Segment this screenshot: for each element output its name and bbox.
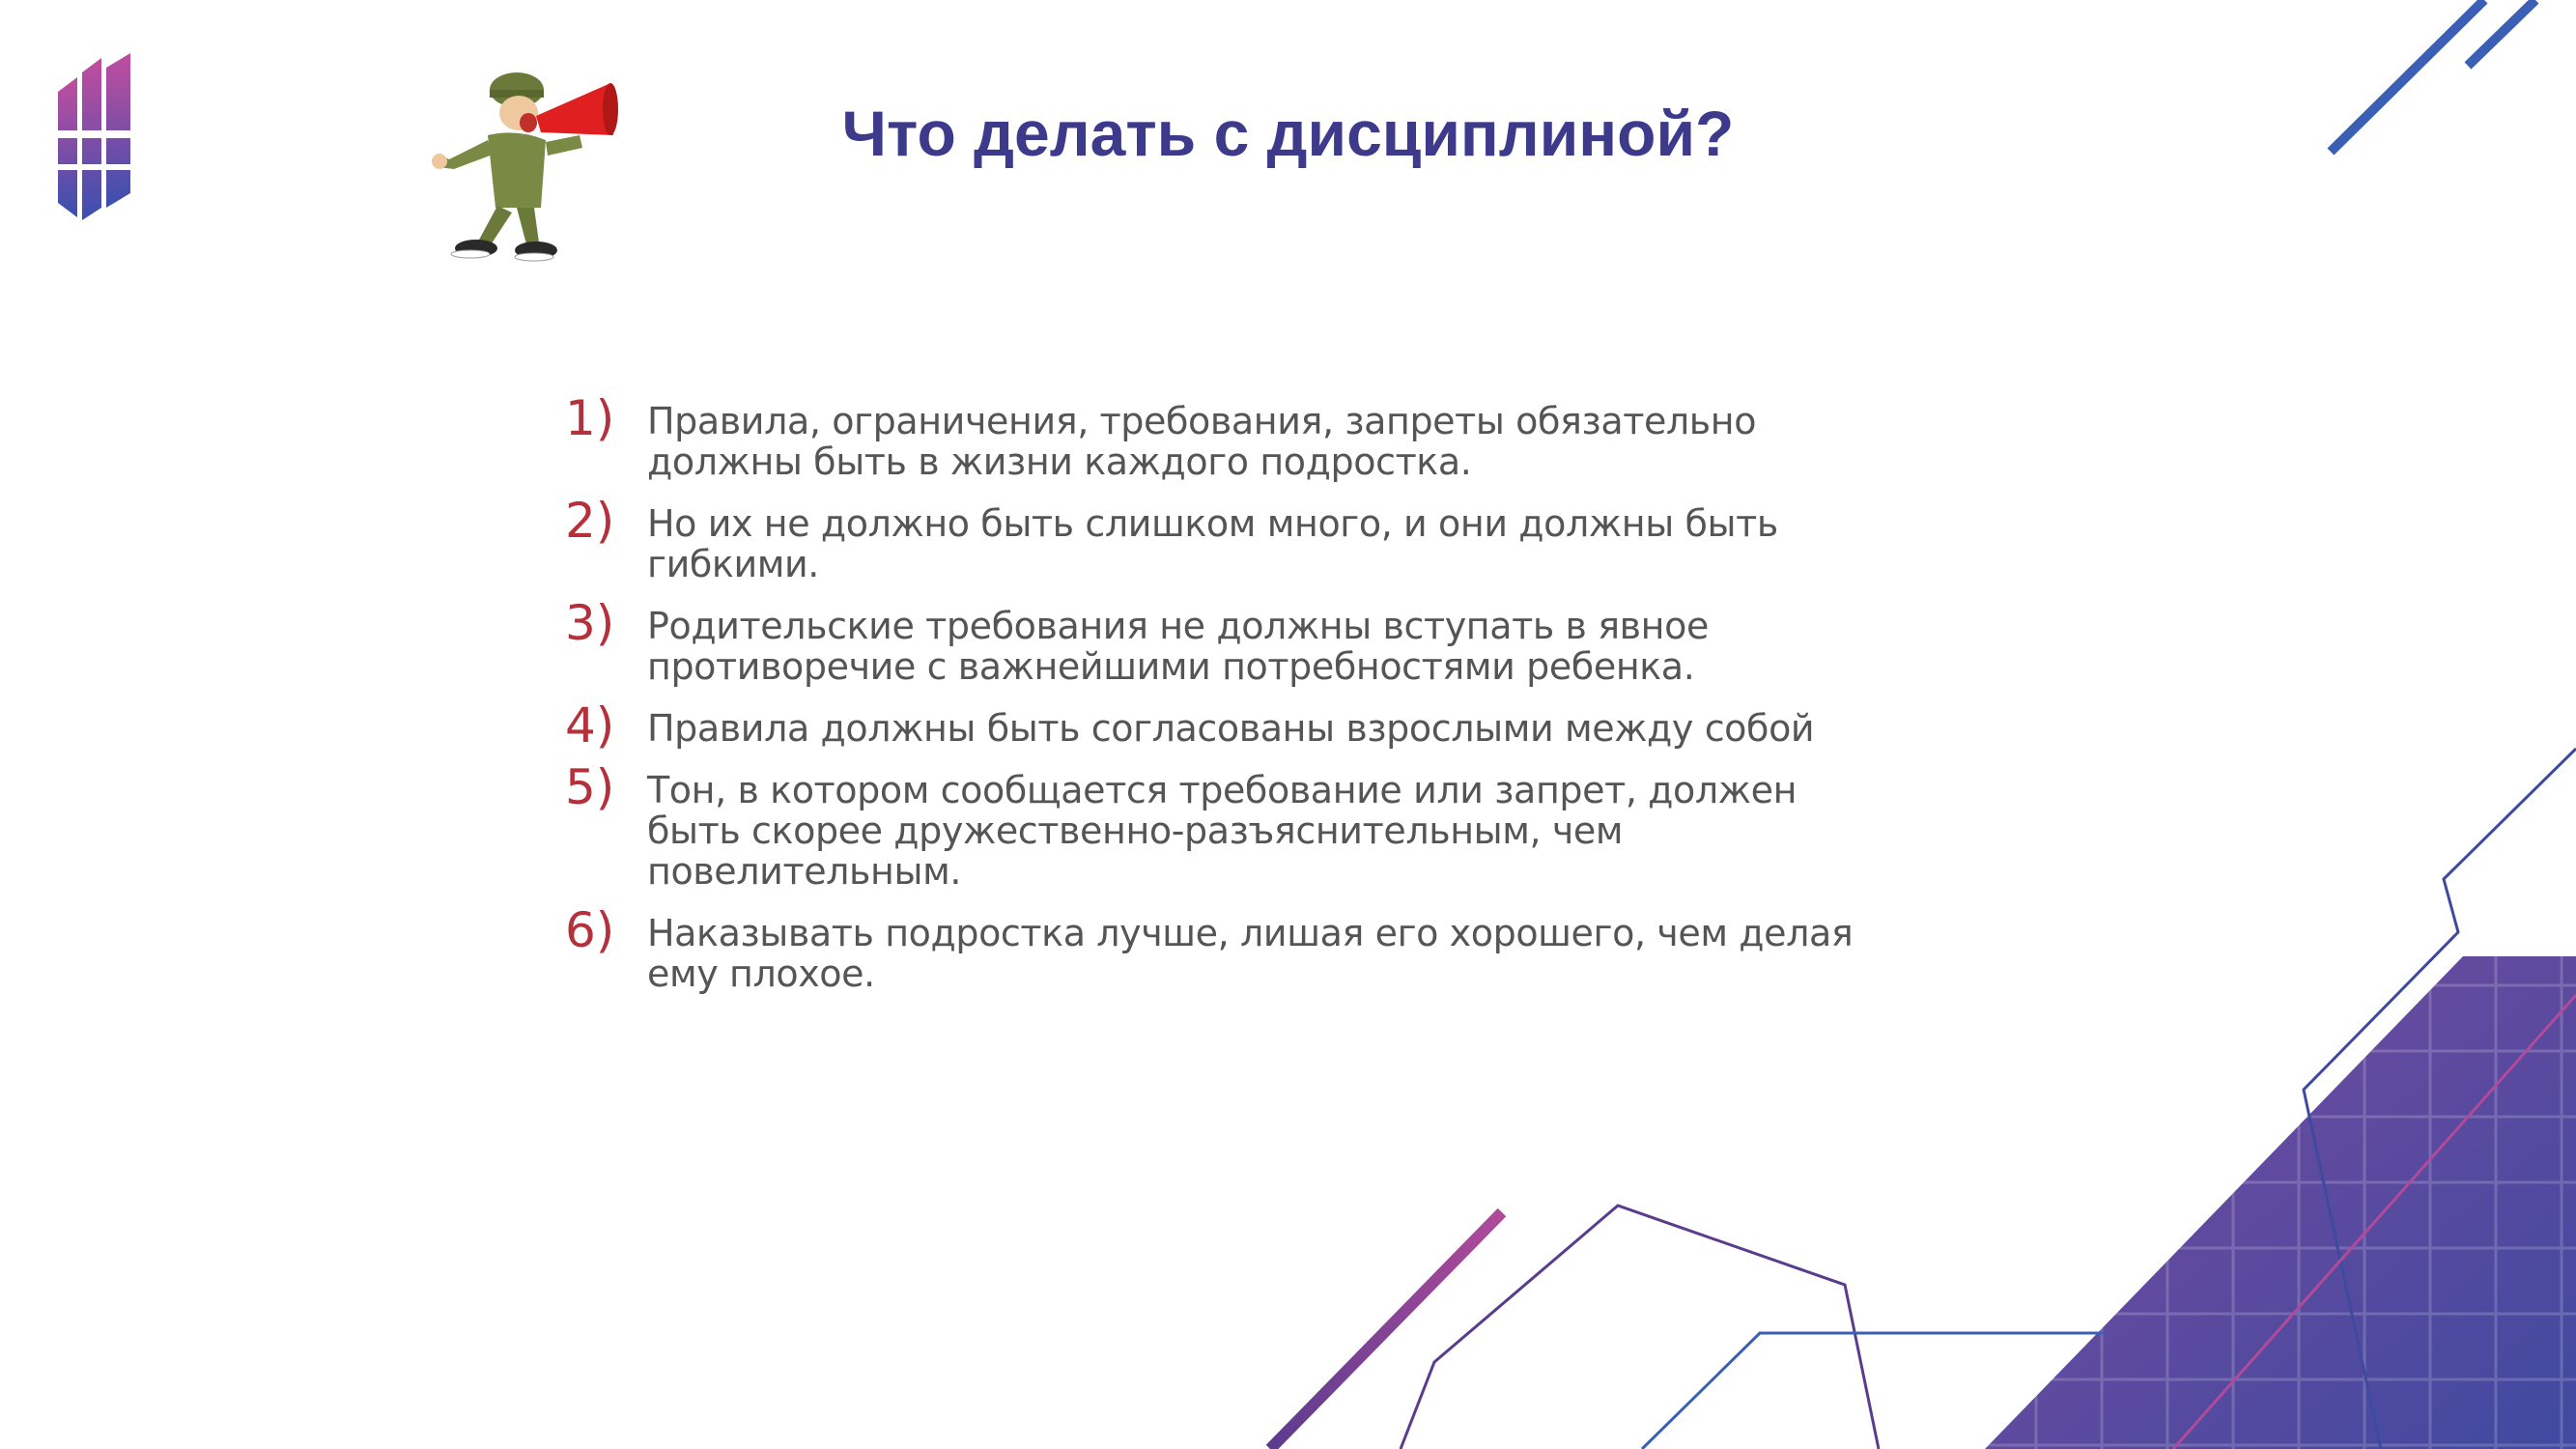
rule-number: 2): [565, 493, 615, 549]
rule-text: Но их не должно быть слишком много, и они должны быть гибкими.: [647, 502, 1778, 585]
rule-text: Тон, в котором сообщается требование или запрет, должен быть скорее дружественно-разъяснительным, чем повелительным.: [647, 769, 1798, 893]
rule-text: Наказывать подростка лучше, лишая его хорошего, чем делая ему плохое.: [647, 912, 1854, 995]
list-item: [565, 390, 1888, 483]
page-title-text: Что делать с дисциплиной?: [841, 98, 1735, 169]
list-item: [565, 902, 1888, 995]
rule-text: Родительские требования не должны вступать в явное противоречие с важнейшими потребностями ребенка.: [647, 605, 1709, 688]
bottom-right-triangle: [1985, 956, 2576, 1449]
list-item: [565, 759, 1888, 893]
rule-text: Правила, ограничения, требования, запреты обязательно должны быть в жизни каждого подростка.: [647, 400, 1757, 483]
rule-number: 1): [565, 390, 615, 446]
rule-number: 5): [565, 759, 615, 815]
page-title: [0, 97, 2576, 170]
list-item: [565, 493, 1888, 585]
rules-list: [565, 390, 1888, 1015]
rule-number: 4): [565, 697, 615, 753]
list-item: [565, 697, 1888, 753]
rule-number: 3): [565, 595, 615, 651]
list-item: [565, 595, 1888, 688]
rule-number: 6): [565, 902, 615, 958]
bottom-stripe: [1270, 1212, 1502, 1449]
rule-text: Правила должны быть согласованы взрослыми между собой: [647, 707, 1815, 750]
